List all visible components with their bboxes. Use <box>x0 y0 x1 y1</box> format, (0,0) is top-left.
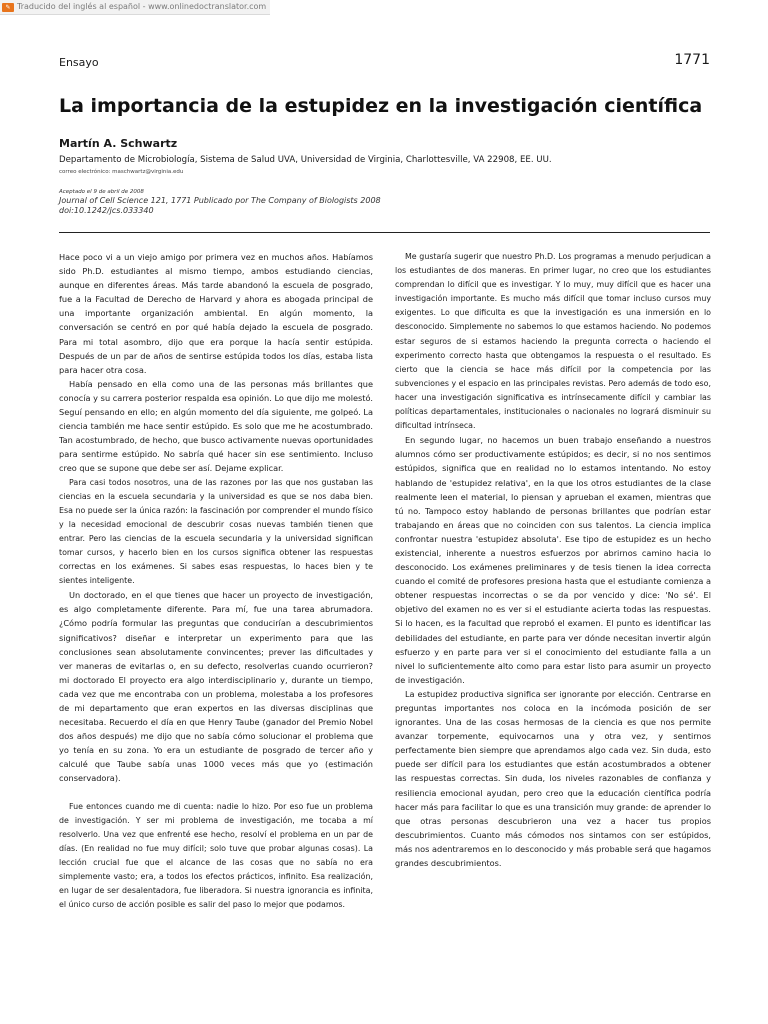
header-divider <box>59 232 710 233</box>
running-header <box>59 52 710 70</box>
translator-banner-text[interactable]: Traducido del inglés al español - www.onlinedoctranslator.com <box>17 2 267 11</box>
section-label: Ensayo <box>59 56 99 69</box>
paragraph: Un doctorado, en el que tienes que hacer un proyecto de investigación, es algo completamente diferente. Para mí, fue una tarea abrumadora. ¿Cómo podría formular las preguntas que conducirían a descubrimientos significativos? diseñar e interpretar un experimento para que las conclusiones sean absolutamente convincentes; prever las dificultades y ver maneras de evitarlas o, en su defecto, resolverlas cuando ocurrieron? mi doctorado El proyecto era algo interdisciplinario y, durante un tiempo, cada vez que me encontraba con un problema, molestaba a los profesores de mi departamento que eran expertos en las diversas disciplinas que necesitaba. Recuerdo el día en que Henry Taube (ganador del Premio Nobel dos años después) me dijo que no sabía cómo solucionar el problema que yo tenía en su zona. Yo era un estudiante de posgrado de tercer año y calculé que Taube sabía unas 1000 veces más que yo (estimación conservadora). <box>59 590 373 784</box>
paragraph: Me gustaría sugerir que nuestro Ph.D. Los programas a menudo perjudican a los estudiantes de dos maneras. En primer lugar, no creo que los estudiantes comprendan lo difícil que es investigar. Y lo muy, muy difícil que es hacer una investigación importante. Es mucho más difícil que tomar incluso cursos muy exigentes. Lo que dificulta es que la investigación es una inmersión en lo desconocido. Simplemente no sabemos lo que estamos haciendo. No podemos estar seguros de si estamos haciendo la pregunta correcta o haciendo el experimento correcto hasta que obtengamos la respuesta o el resultado. Es cierto que la ciencia se hace más difícil por la competencia por las subvenciones y el espacio en las principales revistas. Pero además de todo eso, hacer una investigación significativa es intrínsecamente difícil y cambiar las políticas departamentales, institucionales o nacionales no logrará disminuir su dificultad intrínseca. <box>395 252 711 431</box>
body-column-left <box>59 250 373 912</box>
accepted-date: Aceptado el 9 de abril de 2008 <box>59 189 144 195</box>
translator-logo-icon: ✎ <box>2 3 14 12</box>
page-number: 1771 <box>674 52 710 68</box>
paragraph: La estupidez productiva significa ser ignorante por elección. Centrarse en preguntas importantes nos coloca en la incómoda posición de ser ignorantes. Una de las cosas hermosas de la ciencia es que nos permite avanzar torpemente, equivocarnos una y otra vez, y sentirnos perfectamente bien siempre que aprendamos algo cada vez. Sin duda, esto puede ser difícil para los estudiantes que están acostumbrados a obtener las respuestas correctas. Sin duda, los niveles razonables de confianza y resiliencia emocional ayudan, pero creo que la educación científica podría hacer más para facilitar lo que es una transición muy grande: de aprender lo que otras personas descubrieron una vez a hacer tus propios descubrimientos. Cuanto más cómodos nos sintamos con ser estúpidos, más nos adentraremos en lo desconocido y más probable será que hagamos grandes descubrimientos. <box>395 688 711 869</box>
publication-meta <box>59 188 381 216</box>
paragraph: En segundo lugar, no hacemos un buen trabajo enseñando a nuestros alumnos cómo ser productivamente estúpidos; es decir, si no nos sentimos estúpidos, significa que en realidad no lo estamos intentando. No estoy hablando de 'estupidez relativa', en la que los otros estudiantes de la clase realmente leen el material, lo piensan y aprueban el examen, mientras que tú no. Tampoco estoy hablando de personas brillantes que podrían estar trabajando en áreas que no coinciden con sus talentos. La ciencia implica confrontar nuestra 'estupidez absoluta'. Ese tipo de estupidez es un hecho existencial, inherente a nuestros esfuerzos por abrirnos camino hacia lo desconocido. Los exámenes preliminares y de tesis tienen la idea correcta cuando el comité de profesores presiona hasta que el estudiante comienza a obtener respuestas incorrectas o se da por vencido y dice: 'No sé'. El objetivo del examen no es ver si el estudiante acierta todas las respuestas. Si lo hacen, es la facultad que reprobó el examen. El punto es identificar las debilidades del estudiante, en parte para ver dónde necesitan invertir algún esfuerzo y en parte para ver si el conocimiento del estudiante falla a un nivel lo suficientemente alto como para estar listo para asumir un proyecto de investigación. <box>395 435 711 685</box>
doi: doi:10.1242/jcs.033340 <box>59 206 154 215</box>
paragraph: Fue entonces cuando me di cuenta: nadie lo hizo. Por eso fue un problema de investigación. Y ser mi problema de investigación, me tocaba a mí resolverlo. Una vez que enfrenté ese hecho, resolví el problema en un par de días. (En realidad no fue muy difícil; solo tuve que probar algunas cosas). La lección crucial fue que el alcance de las cosas que no sabía no era simplemente vasto; era, a todos los efectos prácticos, infinito. Esa realización, en lugar de ser desalentadora, fue liberadora. Si nuestra ignorancia es infinita, el único curso de acción posible es salir del paso lo mejor que podamos. <box>59 801 373 910</box>
paragraph: Había pensado en ella como una de las personas más brillantes que conocía y su carrera posterior respalda esa opinión. Lo que dijo me molestó. Seguí pensando en ello; en algún momento del día siguiente, me golpeó. La ciencia también me hace sentir estúpido. Es solo que me he acostumbrado. Tan acostumbrado, de hecho, que busco activamente nuevas oportunidades para sentirme estúpido. No sabría qué hacer sin ese sentimiento. Incluso creo que se supone que debe ser así. Dejame explicar. <box>59 378 373 474</box>
journal-citation: Journal of Cell Science 121, 1771 Publicado por The Company of Biologists 2008 <box>59 196 381 205</box>
translator-banner[interactable] <box>0 0 270 15</box>
article-title: La importancia de la estupidez en la investigación científica <box>59 95 703 117</box>
author-email: correo electrónico: maschwartz@virginia.edu <box>59 169 184 175</box>
paragraph: Para casi todos nosotros, una de las razones por las que nos gustaban las ciencias en la escuela secundaria y la universidad es que se nos daba bien. Esa no puede ser la única razón: la fascinación por comprender el mundo físico y la necesidad emocional de descubrir cosas nuevas también tienen que entrar. Pero las ciencias de la escuela secundaria y la universidad significan tomar cursos, y hacerlo bien en los cursos significa obtener las respuestas correctas en los exámenes. Si sabes esas respuestas, lo haces bien y te sientes inteligente. <box>59 477 373 586</box>
paragraph: Hace poco vi a un viejo amigo por primera vez en muchos años. Habíamos sido Ph.D. estudiantes al mismo tiempo, ambos estudiando ciencias, aunque en diferentes áreas. Más tarde abandonó la escuela de posgrado, fue a la Facultad de Derecho de Harvard y ahora es abogada principal de una importante organización ambiental. En algún momento, la conversación se centró en por qué había dejado la escuela de posgrado. Para mi total asombro, dijo que era porque la hacía sentir estúpida. Después de un par de años de sentirse estúpida todos los días, estaba lista para hacer otra cosa. <box>59 252 373 375</box>
author-affiliation: Departamento de Microbiología, Sistema de Salud UVA, Universidad de Virginia, Charlottesville, VA 22908, EE. UU. <box>59 155 552 165</box>
author-name: Martín A. Schwartz <box>59 137 178 150</box>
body-column-right <box>395 250 711 870</box>
